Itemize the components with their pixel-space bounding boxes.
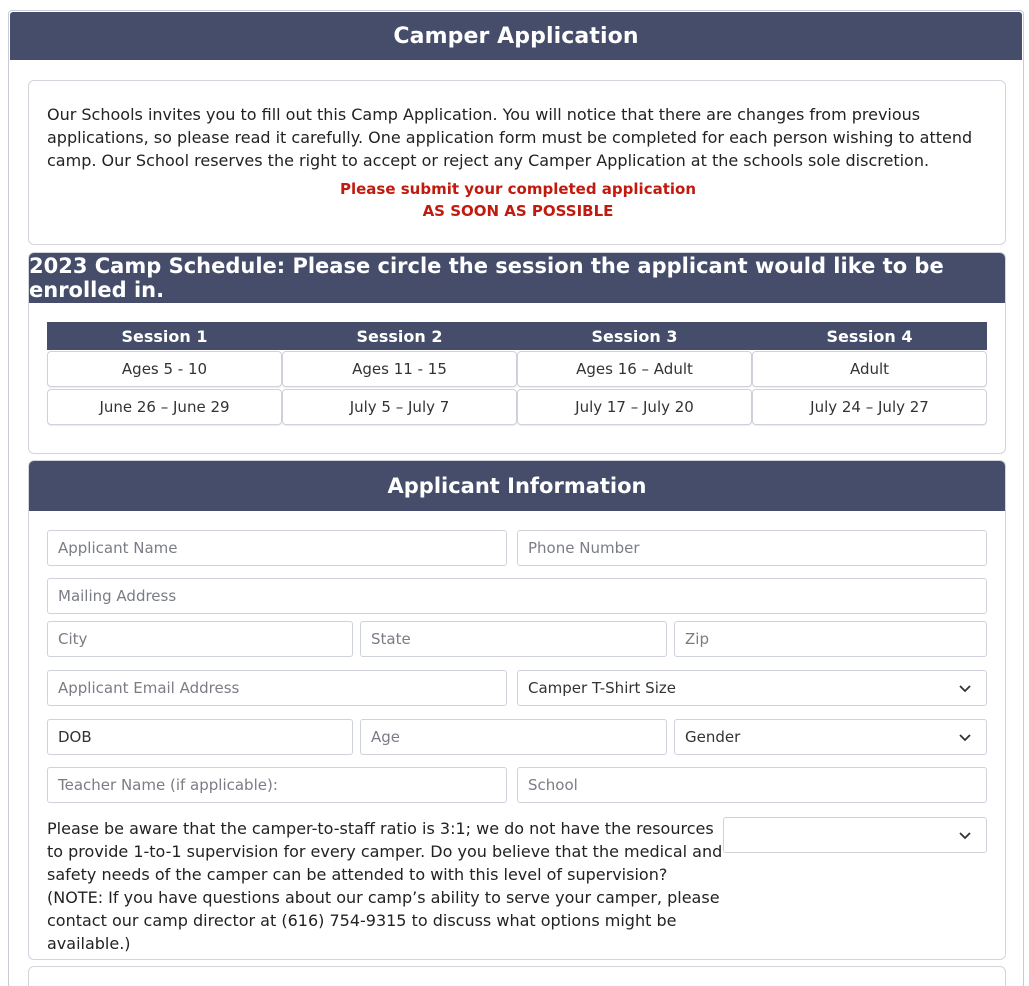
page-title xyxy=(10,12,1022,60)
gender-select[interactable] xyxy=(674,719,987,755)
schedule-dates-row xyxy=(47,388,987,426)
applicant-name-placeholder: Applicant Name xyxy=(58,539,178,557)
tshirt-size-select[interactable] xyxy=(517,670,987,706)
phone-number-placeholder: Phone Number xyxy=(528,539,640,557)
submission-notice xyxy=(29,178,1007,222)
notice-line-2: AS SOON AS POSSIBLE xyxy=(422,202,614,220)
session-4-dates[interactable]: July 24 – July 27 xyxy=(752,389,987,425)
state-input[interactable] xyxy=(360,621,667,657)
session-4-header: Session 4 xyxy=(826,326,913,346)
schedule-ages-row xyxy=(47,350,987,388)
dob-value: DOB xyxy=(58,728,92,746)
teacher-name-placeholder: Teacher Name (if applicable): xyxy=(58,776,278,794)
applicant-info-header xyxy=(29,461,1005,511)
intro-panel xyxy=(28,80,1006,245)
city-input[interactable] xyxy=(47,621,353,657)
city-placeholder: City xyxy=(58,630,88,648)
schedule-header-row xyxy=(47,322,987,350)
notice-line-1: Please submit your completed application xyxy=(339,180,696,198)
session-2-header: Session 2 xyxy=(356,326,443,346)
session-2-dates[interactable]: July 5 – July 7 xyxy=(282,389,517,425)
applicant-name-input[interactable] xyxy=(47,530,507,566)
email-placeholder: Applicant Email Address xyxy=(58,679,240,697)
schedule-header xyxy=(29,253,1005,303)
schedule-title: 2023 Camp Schedule: Please circle the session the applicant would like to be enrolled in. xyxy=(29,254,944,302)
mailing-address-placeholder: Mailing Address xyxy=(58,587,177,605)
session-4-ages[interactable]: Adult xyxy=(752,351,987,387)
applicant-info-title: Applicant Information xyxy=(387,474,647,498)
applicant-info-panel xyxy=(28,460,1006,960)
age-placeholder: Age xyxy=(371,728,401,746)
email-input[interactable] xyxy=(47,670,507,706)
intro-text: Our Schools invites you to fill out this Camp Application. You will notice that there are changes from previous applications, so please read it carefully. One application form must be completed for each person wishing to attend camp. Our School reserves the right to accept or reject any Camper Application at the schools sole discretion. xyxy=(47,105,973,170)
mailing-address-input[interactable] xyxy=(47,578,987,614)
schedule-table xyxy=(47,322,987,426)
zip-input[interactable] xyxy=(674,621,987,657)
school-input[interactable] xyxy=(517,767,987,803)
schedule-panel xyxy=(28,252,1006,454)
dob-input[interactable] xyxy=(47,719,353,755)
session-3-ages[interactable]: Ages 16 – Adult xyxy=(517,351,752,387)
school-placeholder: School xyxy=(528,776,578,794)
session-2-ages[interactable]: Ages 11 - 15 xyxy=(282,351,517,387)
session-1-header: Session 1 xyxy=(121,326,208,346)
page-title-text: Camper Application xyxy=(393,23,639,49)
teacher-name-input[interactable] xyxy=(47,767,507,803)
zip-placeholder: Zip xyxy=(685,630,709,648)
phone-number-input[interactable] xyxy=(517,530,987,566)
state-placeholder: State xyxy=(371,630,411,648)
chevron-down-icon xyxy=(958,730,972,744)
next-section-panel xyxy=(28,966,1006,986)
session-1-ages[interactable]: Ages 5 - 10 xyxy=(47,351,282,387)
chevron-down-icon xyxy=(958,828,972,842)
gender-value: Gender xyxy=(685,728,741,746)
tshirt-size-value: Camper T-Shirt Size xyxy=(528,679,676,697)
supervision-notice: Please be aware that the camper-to-staff ratio is 3:1; we do not have the resources to provide 1-to-1 supervision for every camper. Do you believe that the medical and safety needs of the camper can be attended to with this level of supervision? (NOTE: If you have questions about our camp’s ability to serve your camper, please contact our camp director at (616) 754-9315 to discuss what options might be available.) xyxy=(47,819,723,953)
chevron-down-icon xyxy=(958,681,972,695)
supervision-select[interactable] xyxy=(723,817,987,853)
session-3-dates[interactable]: July 17 – July 20 xyxy=(517,389,752,425)
session-3-header: Session 3 xyxy=(591,326,678,346)
session-1-dates[interactable]: June 26 – June 29 xyxy=(47,389,282,425)
age-input[interactable] xyxy=(360,719,667,755)
